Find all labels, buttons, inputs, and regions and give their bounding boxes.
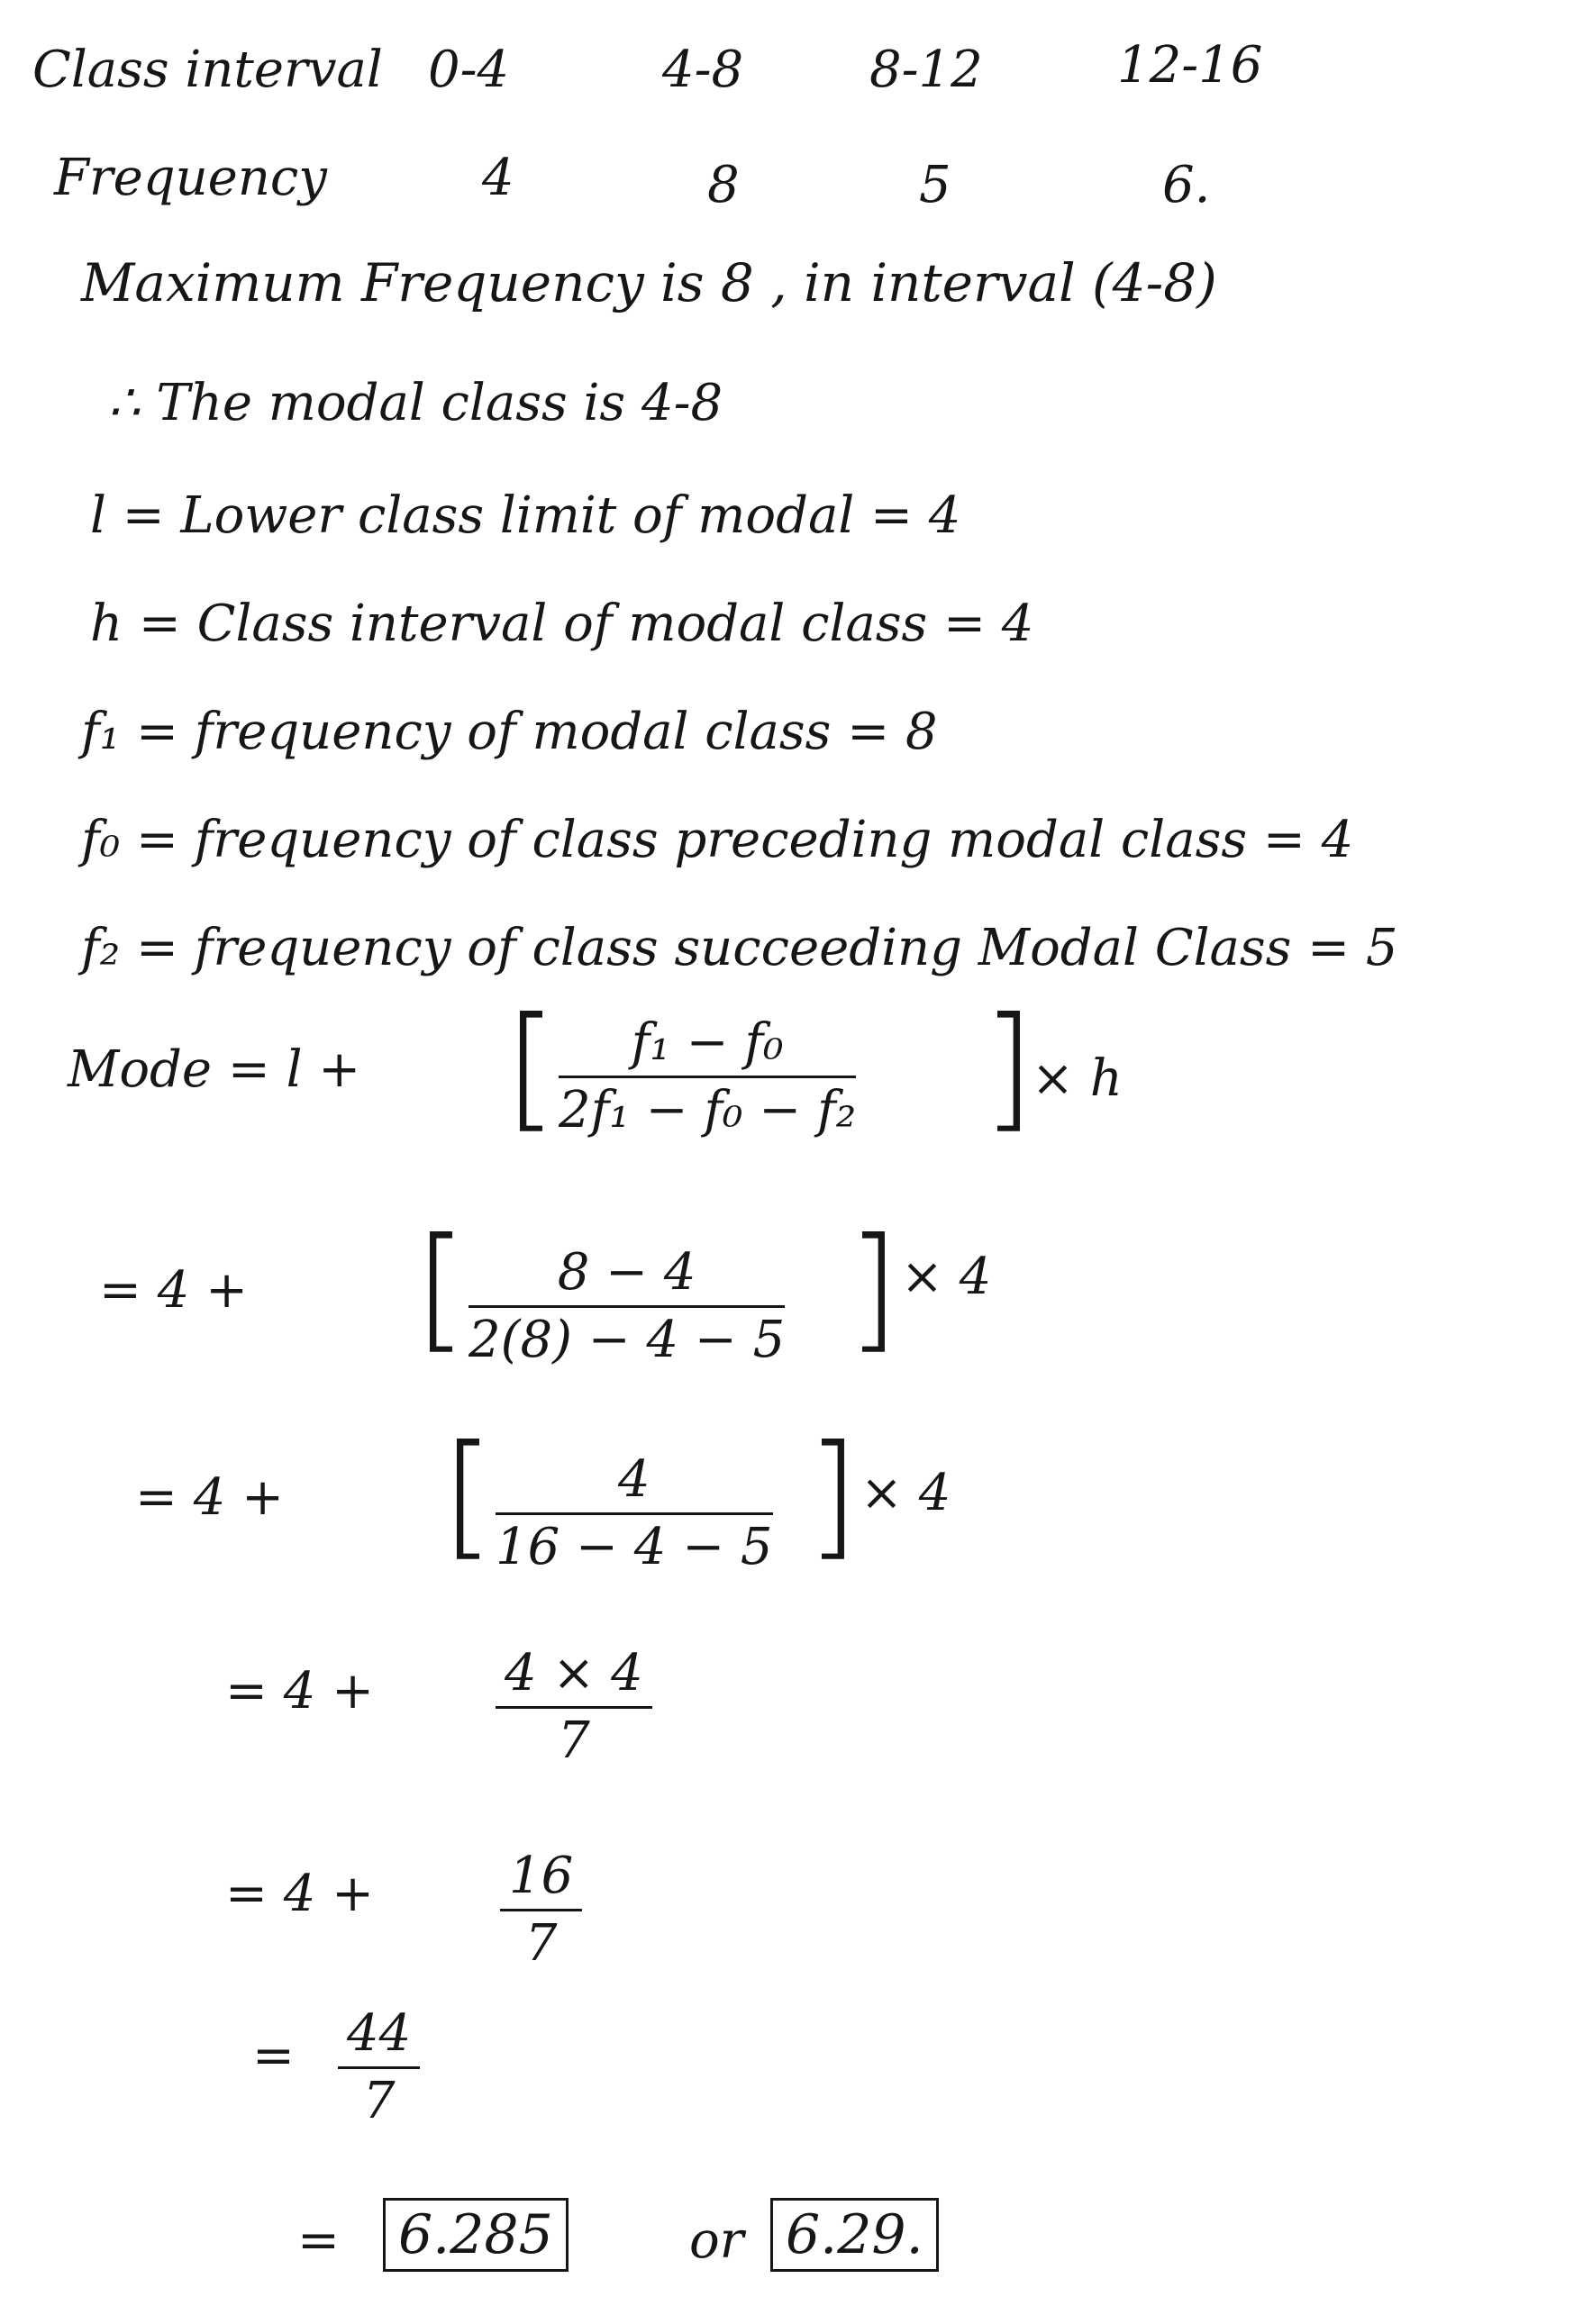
step1-numerator: 8 − 4 (469, 1248, 785, 1308)
answer-box-1: 6.285 (383, 2198, 569, 2272)
step1-times: × 4 (901, 1248, 992, 1306)
step4-fraction (500, 1847, 582, 1973)
mode-formula-fraction (559, 1013, 857, 1139)
step2-prefix: = 4 + (135, 1468, 285, 1527)
frequency-cell: 6. (1162, 156, 1211, 214)
step5-fraction (338, 2004, 420, 2130)
definition-f0: f₀ = frequency of class preceding modal class = 4 (81, 811, 1354, 869)
row-label-frequency: Frequency (54, 149, 327, 207)
mode-formula-lhs: Mode = l + (68, 1040, 361, 1099)
step5-denominator: 7 (362, 2072, 396, 2130)
formula-numerator: f₁ − f₀ (559, 1018, 856, 1078)
modal-class-note: ∴ The modal class is 4-8 (108, 374, 723, 432)
step3-denominator: 7 (558, 1711, 590, 1770)
step2-numerator: 4 (496, 1455, 773, 1515)
formula-times-h: × h (1032, 1049, 1123, 1108)
definition-l: l = Lower class limit of modal = 4 (90, 486, 961, 545)
step3-numerator: 4 × 4 (496, 1648, 652, 1709)
step1-fraction (469, 1243, 786, 1369)
step3-fraction (496, 1644, 652, 1770)
class-interval-cell: 0-4 (428, 41, 510, 99)
step4-denominator: 7 (524, 1914, 558, 1973)
definition-f1: f₁ = frequency of modal class = 8 (81, 703, 938, 761)
step2-denominator: 16 − 4 − 5 (496, 1518, 773, 1576)
step5-numerator: 44 (338, 2009, 420, 2069)
class-interval-cell: 8-12 (869, 41, 983, 99)
class-interval-cell: 4-8 (662, 41, 744, 99)
left-bracket: [ (505, 989, 558, 1146)
definition-h: h = Class interval of modal class = 4 (90, 595, 1034, 653)
max-frequency-note: Maximum Frequency is 8 , in interval (4-8) (81, 252, 1217, 313)
left-bracket: [ (441, 1417, 495, 1574)
step6-prefix: = (297, 2211, 340, 2270)
answer-box-2: 6.29. (770, 2198, 939, 2272)
or-text: or (689, 2211, 744, 2270)
frequency-cell: 4 (482, 149, 514, 207)
step1-prefix: = 4 + (99, 1261, 249, 1320)
step3-prefix: = 4 + (225, 1662, 375, 1720)
step4-prefix: = 4 + (225, 1865, 375, 1923)
step2-times: × 4 (860, 1464, 951, 1522)
step2-fraction (496, 1450, 773, 1576)
right-bracket: ] (982, 989, 1035, 1146)
class-interval-cell: 12-16 (1117, 36, 1263, 95)
definition-f2: f₂ = frequency of class succeeding Modal Class = 5 (81, 919, 1398, 977)
right-bracket: ] (806, 1417, 860, 1574)
step5-prefix: = (252, 2027, 295, 2085)
frequency-cell: 8 (707, 156, 740, 214)
formula-denominator: 2f₁ − f₀ − f₂ (559, 1081, 857, 1139)
frequency-cell: 5 (919, 156, 951, 214)
right-bracket: ] (847, 1210, 900, 1366)
step4-numerator: 16 (500, 1851, 582, 1911)
step1-denominator: 2(8) − 4 − 5 (469, 1311, 786, 1369)
row-label-class-interval: Class interval (32, 41, 383, 99)
left-bracket: [ (414, 1210, 468, 1366)
